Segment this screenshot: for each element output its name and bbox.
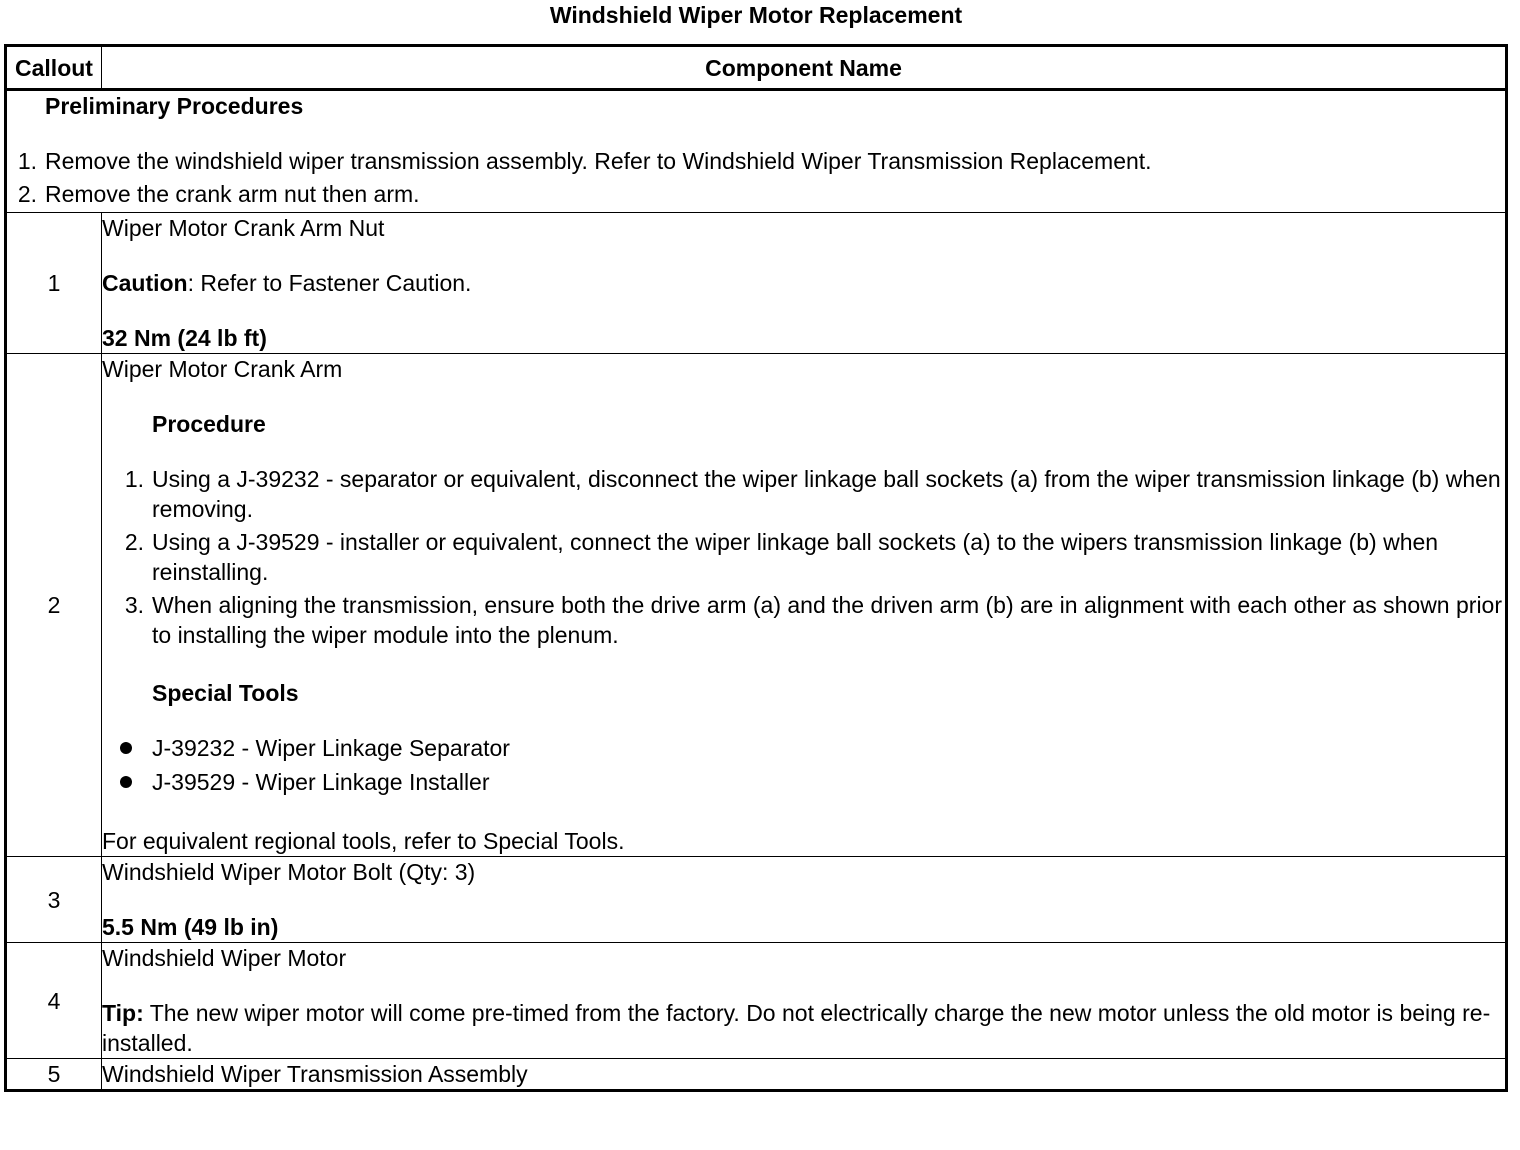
component-cell (102, 1059, 1507, 1091)
list-item (152, 767, 1505, 797)
tip-note (102, 998, 1505, 1058)
component-name: Windshield Wiper Motor Bolt (Qty: 3) (102, 859, 476, 885)
callout-column-header: Callout (6, 46, 102, 90)
component-name-column-header: Component Name (102, 46, 1507, 90)
tip-label: Tip: (102, 1000, 144, 1026)
regional-tools-note: For equivalent regional tools, refer to Special Tools. (102, 828, 625, 854)
tool-text: J-39232 - Wiper Linkage Separator (152, 735, 510, 761)
callout-cell: 3 (6, 857, 102, 943)
step-text: Using a J-39529 - installer or equivalent, connect the wiper linkage ball sockets (a) to the wipers transmission linkage (b) when reinstalling. (152, 529, 1439, 585)
bullet-icon (120, 742, 132, 754)
list-item (7, 146, 1505, 176)
caution-note (102, 268, 1505, 298)
step-number: 3. (124, 592, 144, 618)
callout-cell: 2 (6, 354, 102, 857)
step-number: 1. (17, 148, 37, 174)
list-item (152, 733, 1505, 763)
table-row (6, 857, 1507, 943)
procedure-heading: Procedure (152, 411, 266, 437)
component-cell (102, 857, 1507, 943)
component-cell (102, 354, 1507, 857)
special-tools-list (152, 733, 1505, 797)
step-text: Using a J-39232 - separator or equivalent, disconnect the wiper linkage ball sockets (a) from the wiper transmission linkage (b) when removing. (152, 466, 1501, 522)
component-cell (102, 213, 1507, 354)
step-number: 1. (124, 466, 144, 492)
callout-cell: 1 (6, 213, 102, 354)
step-text: When aligning the transmission, ensure both the drive arm (a) and the driven arm (b) are in alignment with each other as shown prior to installing the wiper module into the plenum. (152, 592, 1503, 648)
list-item (124, 464, 1505, 524)
table-row (6, 213, 1507, 354)
preliminary-steps (7, 146, 1505, 209)
table-row (6, 943, 1507, 1059)
special-tools-heading: Special Tools (152, 680, 299, 706)
caution-label: Caution (102, 270, 188, 296)
component-name: Wiper Motor Crank Arm (102, 356, 343, 382)
table-row (6, 354, 1507, 857)
procedure-section (102, 409, 1505, 797)
component-cell (102, 943, 1507, 1059)
tool-text: J-39529 - Wiper Linkage Installer (152, 769, 490, 795)
preliminary-heading: Preliminary Procedures (45, 93, 304, 119)
component-table (4, 44, 1508, 1092)
callout-cell: 5 (6, 1059, 102, 1091)
procedure-steps (124, 464, 1505, 650)
step-text: Remove the windshield wiper transmission assembly. Refer to Windshield Wiper Transmission Replacement. (45, 148, 1152, 174)
component-name: Wiper Motor Crank Arm Nut (102, 215, 385, 241)
table-header-row (6, 46, 1507, 90)
torque-spec: 5.5 Nm (49 lb in) (102, 914, 279, 940)
step-text: Remove the crank arm nut then arm. (45, 181, 420, 207)
component-name: Windshield Wiper Transmission Assembly (102, 1061, 528, 1087)
preliminary-row (6, 90, 1507, 213)
document-title: Windshield Wiper Motor Replacement (549, 2, 963, 28)
list-item (7, 179, 1505, 209)
callout-cell: 4 (6, 943, 102, 1059)
step-number: 2. (17, 181, 37, 207)
caution-text: : Refer to Fastener Caution. (187, 270, 472, 296)
component-name: Windshield Wiper Motor (102, 945, 347, 971)
table-row (6, 1059, 1507, 1091)
tip-text: The new wiper motor will come pre-timed from the factory. Do not electrically charge the new motor unless the old motor is being re-installed. (102, 1000, 1491, 1056)
step-number: 2. (124, 529, 144, 555)
list-item (124, 527, 1505, 587)
bullet-icon (120, 776, 132, 788)
list-item (124, 590, 1505, 650)
preliminary-cell (6, 90, 1507, 213)
torque-spec: 32 Nm (24 lb ft) (102, 325, 267, 351)
